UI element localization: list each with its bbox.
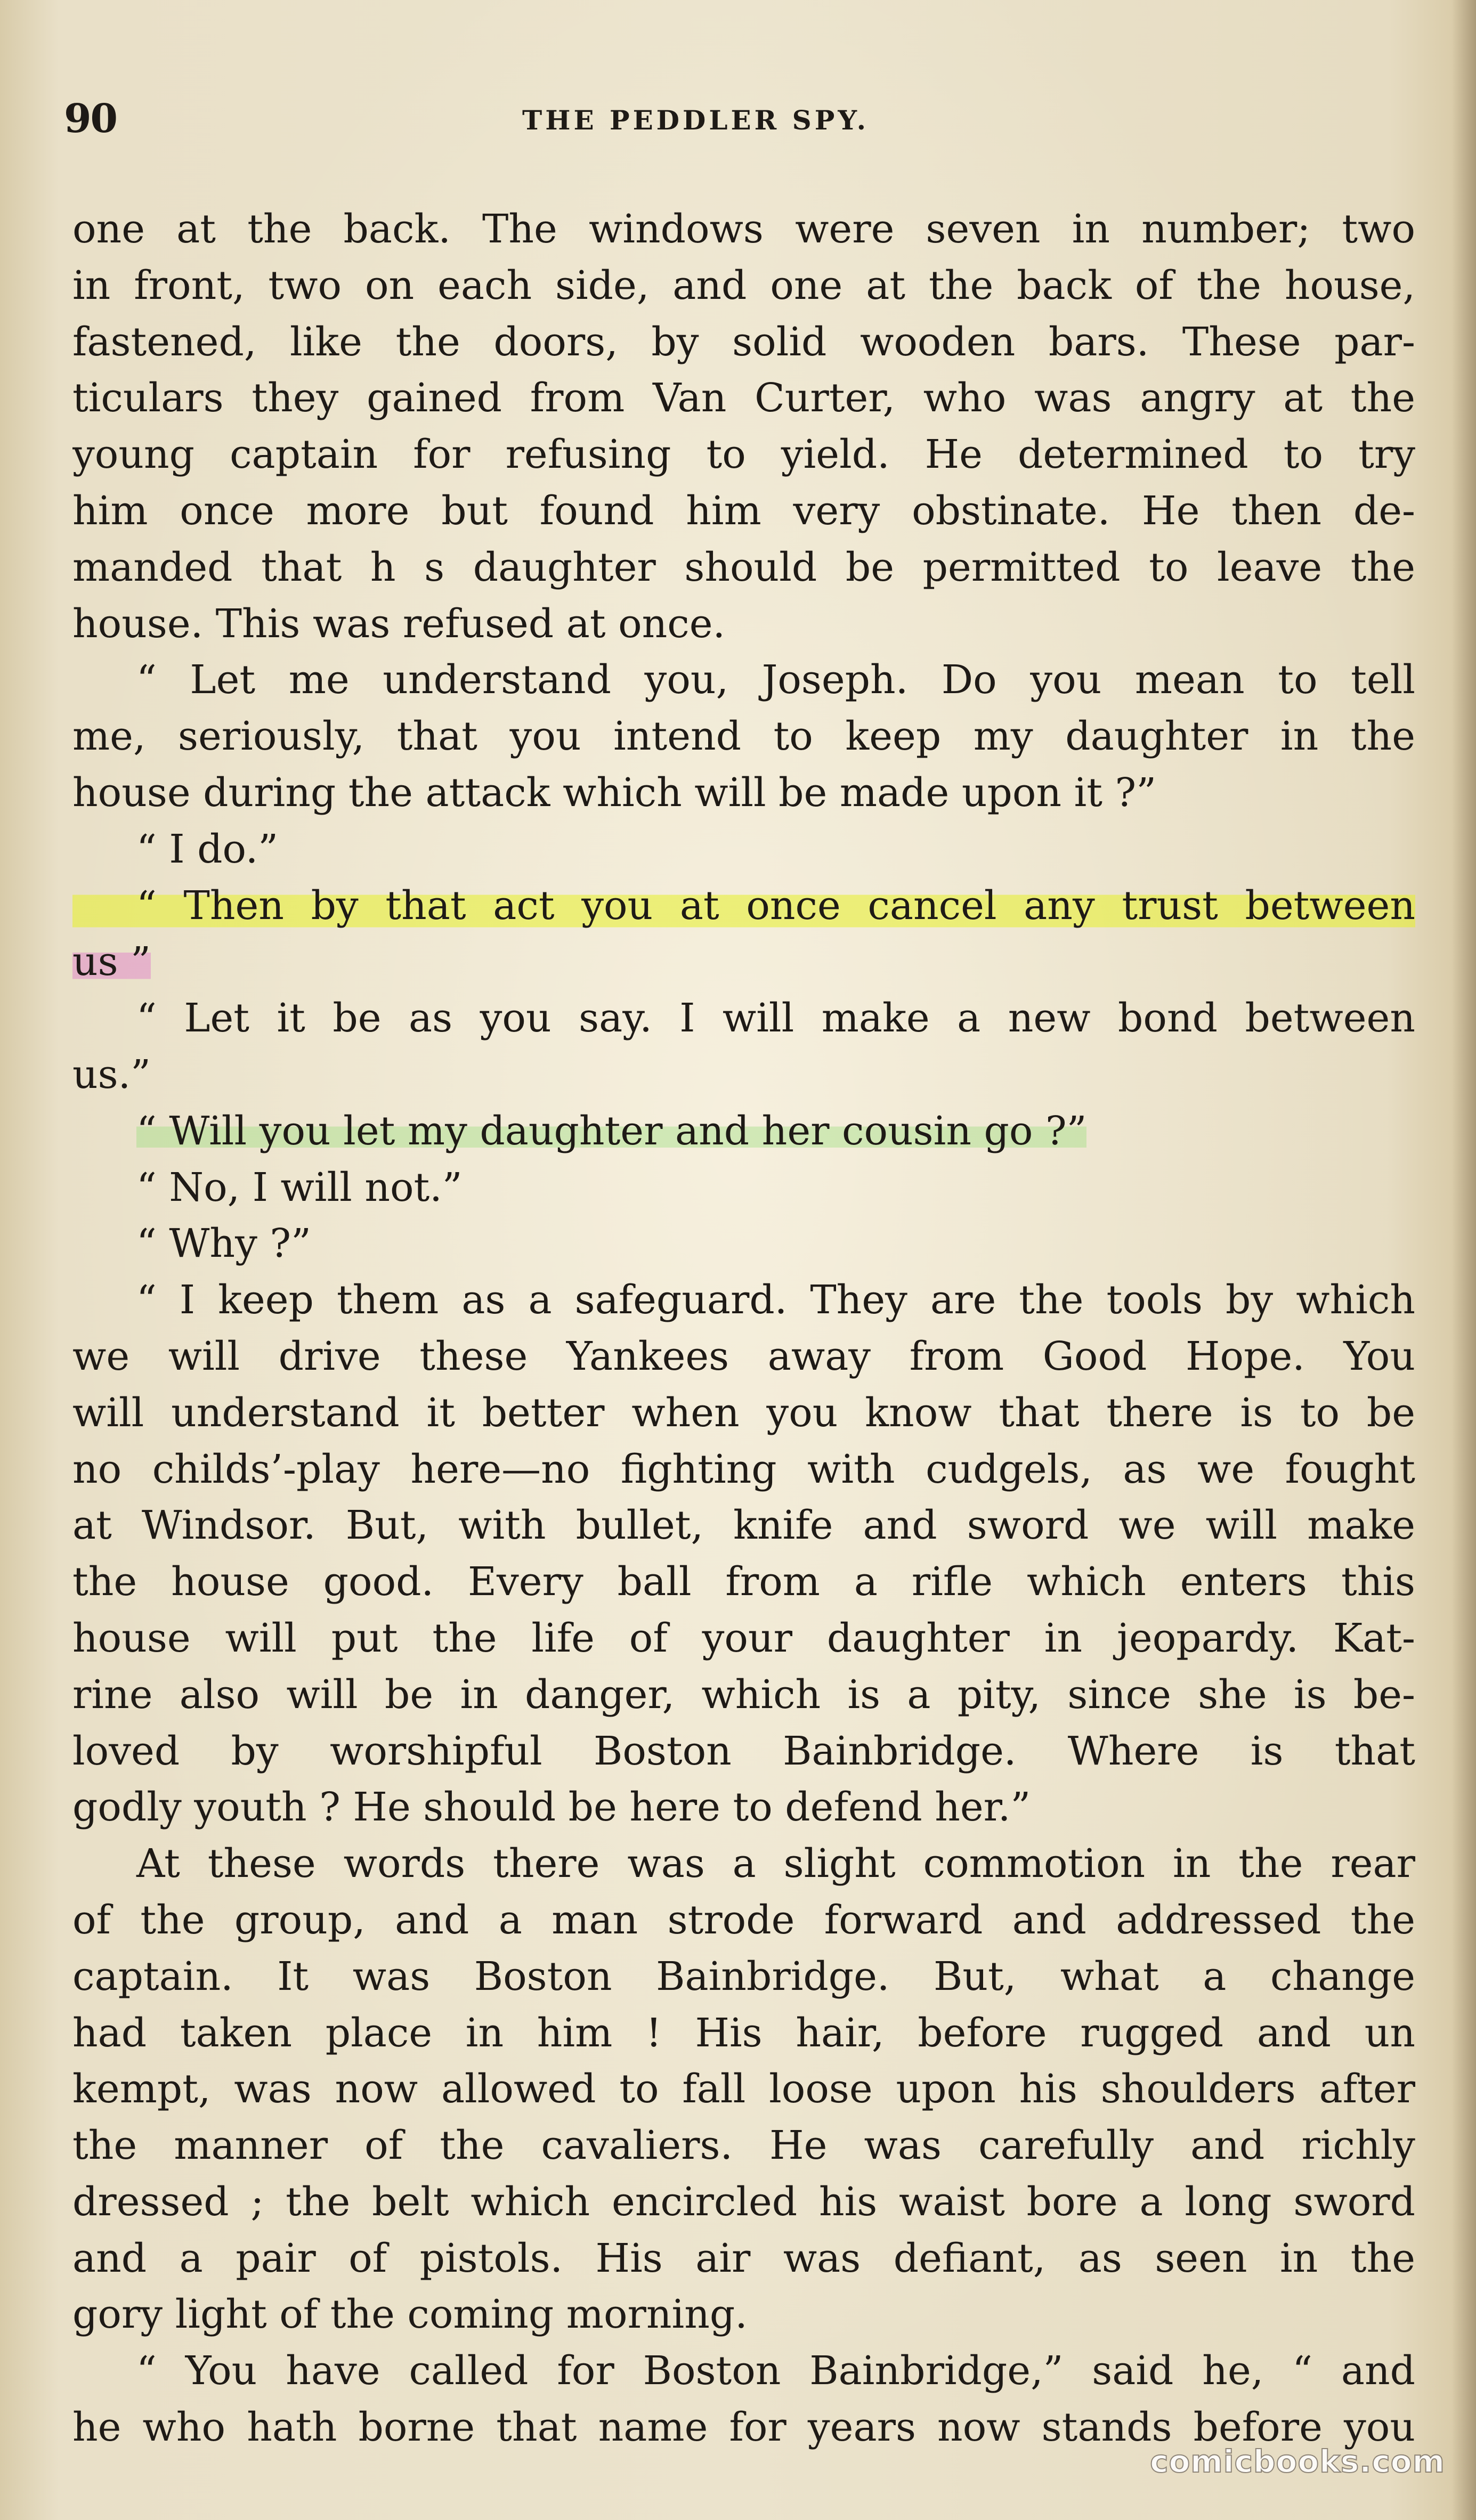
text-line: ticulars they gained from Van Curter, who was angry at the: [72, 375, 1415, 421]
text-line: “ Let it be as you say. I will make a new bond between: [136, 995, 1415, 1042]
watermark: comicbooks.com: [1150, 2443, 1445, 2480]
text-line: captain. It was Boston Bainbridge. But, what a change: [72, 1953, 1415, 1999]
text-line: godly youth ? He should be here to defend her.”: [72, 1784, 1031, 1831]
text-line: “ No, I will not.”: [136, 1164, 463, 1210]
page-number: 90: [64, 96, 117, 142]
text-line: house. This was refused at once.: [72, 600, 726, 647]
page-binding-shadow: [1451, 0, 1476, 2520]
text-line: us.”: [72, 1051, 151, 1098]
text-line: gory light of the coming morning.: [72, 2291, 748, 2338]
text-line: kempt, was now allowed to fall loose upon his shoulders after: [72, 2066, 1415, 2112]
text-line: manded that h s daughter should be permitted to leave the: [72, 544, 1415, 590]
text-line: and a pair of pistols. His air was defiant, as seen in the: [72, 2235, 1415, 2281]
text-line: will understand it better when you know that there is to be: [72, 1389, 1415, 1436]
text-line: one at the back. The windows were seven in number; two: [72, 206, 1415, 252]
text-line: had taken place in him ! His hair, before rugged and un: [72, 2010, 1415, 2056]
text-line: “ Why ?”: [136, 1221, 311, 1267]
highlighted-text: “ Will you let my daughter and her cousin go ?”: [136, 1108, 1087, 1154]
text-line: young captain for refusing to yield. He determined to try: [72, 432, 1415, 478]
text-line: no childs’-play here—no fighting with cudgels, as we fought: [72, 1446, 1415, 1492]
text-line: “ You have called for Boston Bainbridge,” said he, “ and: [136, 2348, 1415, 2394]
text-line: the house good. Every ball from a rifle which enters this: [72, 1559, 1415, 1605]
page-header: [64, 95, 1417, 143]
text-line: “ I do.”: [136, 826, 279, 872]
text-line: he who hath borne that name for years now stands before you: [72, 2404, 1415, 2451]
text-line: the manner of the cavaliers. He was carefully and richly: [72, 2123, 1415, 2169]
text-line: house will put the life of your daughter in jeopardy. Kat-: [72, 1615, 1415, 1661]
text-line: “ I keep them as a safeguard. They are the tools by which: [136, 1277, 1415, 1323]
highlighted-line: [72, 934, 1415, 990]
highlighted-line: “ Then by that act you at once cancel any trust between: [72, 878, 1415, 934]
text-line: At these words there was a slight commotion in the rear: [136, 1841, 1415, 1887]
text-line: house during the attack which will be made upon it ?”: [72, 769, 1157, 816]
text-line: fastened, like the doors, by solid wooden bars. These par-: [72, 319, 1415, 365]
text-line: in front, two on each side, and one at the back of the house,: [72, 262, 1415, 308]
text-line: him once more but found him very obstinate. He then de-: [72, 487, 1415, 534]
body-text: [72, 201, 1415, 2456]
highlighted-text: us ”: [72, 939, 151, 985]
text-line: “ Let me understand you, Joseph. Do you mean to tell: [136, 657, 1415, 703]
running-head: THE PEDDLER SPY.: [522, 104, 869, 136]
text-line: rine also will be in danger, which is a pity, since she is be-: [72, 1671, 1415, 1718]
text-line: me, seriously, that you intend to keep my daughter in the: [72, 713, 1415, 760]
text-line: of the group, and a man strode forward and addressed the: [72, 1897, 1415, 1943]
text-line: loved by worshipful Boston Bainbridge. Where is that: [72, 1728, 1415, 1774]
text-line: at Windsor. But, with bullet, knife and sword we will make: [72, 1502, 1415, 1549]
text-line: dressed ; the belt which encircled his waist bore a long sword: [72, 2178, 1415, 2225]
text-line: we will drive these Yankees away from Good Hope. You: [72, 1333, 1415, 1379]
highlighted-line: [72, 1103, 1415, 1160]
